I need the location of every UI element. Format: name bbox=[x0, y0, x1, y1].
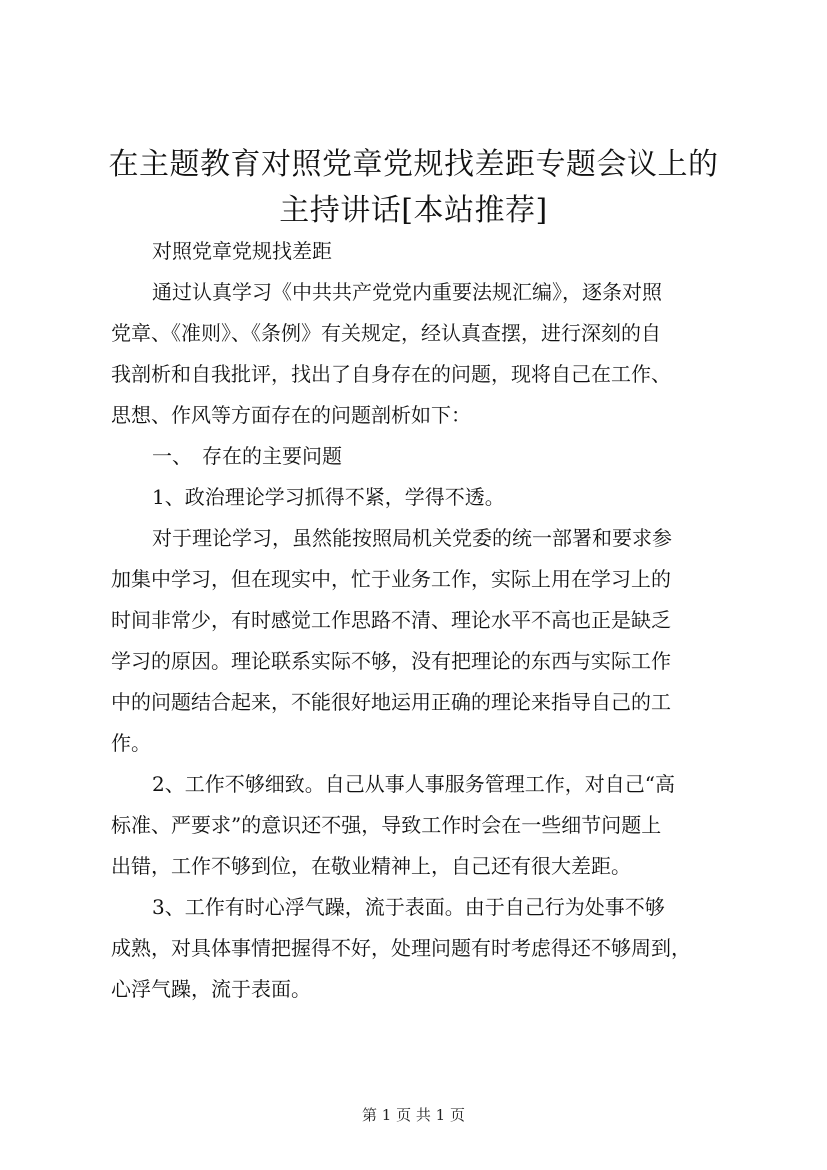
body-line: 学习的原因。理论联系实际不够，没有把理论的东西与实际工作 bbox=[111, 649, 671, 673]
body-line: 1、政治理论学习抓得不紧，学得不透。 bbox=[152, 485, 505, 509]
body-line: 思想、作风等方面存在的问题剖析如下： bbox=[111, 403, 471, 427]
title-line: 主持讲话[本站推荐] bbox=[279, 193, 548, 228]
body-line: 标准、严要求”的意识还不强，导致工作时会在一些细节问题上 bbox=[111, 813, 662, 837]
body-line: 出错，工作不够到位，在敬业精神上，自己还有很大差距。 bbox=[111, 854, 631, 878]
body-line: 党章、《准则》、《条例》有关规定，经认真查摆，进行深刻的自 bbox=[111, 321, 661, 345]
body-line: 成熟，对具体事情把握得不好，处理问题有时考虑得还不够周到， bbox=[111, 936, 691, 960]
body-line: 通过认真学习《中共共产党党内重要法规汇编》，逐条对照 bbox=[152, 280, 662, 304]
section-heading: 一、 存在的主要问题 bbox=[152, 444, 342, 468]
document-title bbox=[95, 142, 732, 234]
body-line: 作。 bbox=[111, 731, 151, 755]
body-line: 中的问题结合起来，不能很好地运用正确的理论来指导自己的工 bbox=[111, 690, 671, 714]
body-line: 2、工作不够细致。自己从事人事服务管理工作，对自己“高 bbox=[152, 772, 675, 796]
document-body bbox=[111, 231, 721, 1010]
body-line: 心浮气躁，流于表面。 bbox=[111, 977, 311, 1001]
body-line: 对于理论学习，虽然能按照局机关党委的统一部署和要求参 bbox=[152, 526, 672, 550]
body-line: 加集中学习，但在现实中，忙于业务工作，实际上用在学习上的 bbox=[111, 567, 671, 591]
title-line: 在主题教育对照党章党规找差距专题会议上的 bbox=[108, 147, 719, 182]
body-line: 我剖析和自我批评，找出了自身存在的问题，现将自己在工作、 bbox=[111, 362, 671, 386]
body-line: 时间非常少，有时感觉工作思路不清、理论水平不高也正是缺乏 bbox=[111, 608, 671, 632]
body-line: 3、工作有时心浮气躁，流于表面。由于自己行为处事不够 bbox=[152, 895, 665, 919]
body-line: 对照党章党规找差距 bbox=[152, 239, 332, 263]
page-footer: 第 1 页 共 1 页 bbox=[362, 1106, 465, 1124]
